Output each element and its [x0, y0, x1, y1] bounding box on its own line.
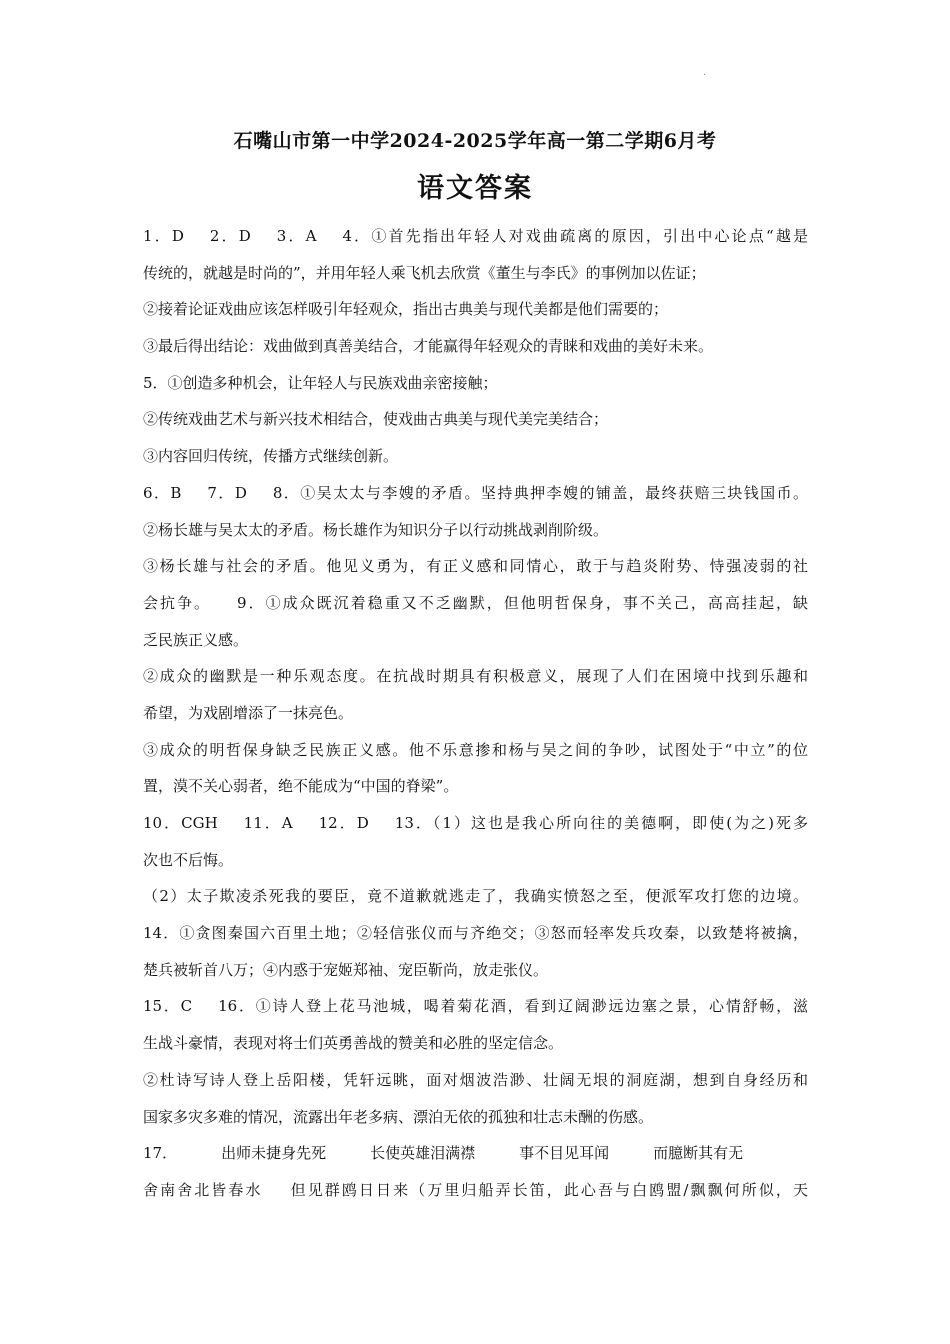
answer-segment: 17．	[143, 1144, 178, 1163]
answer-line	[143, 255, 808, 292]
answer-line	[143, 988, 808, 1025]
answer-line	[143, 475, 808, 512]
answer-segment: ②杨长雄与吴太太的矛盾。杨长雄作为知识分子以行动挑战剥削阶级。	[143, 520, 609, 539]
answer-segment: 舍南舍北皆春水	[143, 1180, 263, 1199]
answer-segment: ③最后得出结论：戏曲做到真善美结合，才能赢得年轻观众的青睐和戏曲的美好未来。	[143, 337, 714, 356]
answer-line	[143, 805, 808, 842]
answer-segment: 14．①贪图秦国六百里土地；②轻信张仪而与齐绝交；③怒而轻率发兵攻秦，以致楚将被擒，	[143, 924, 808, 943]
answer-segment: ②接着论证戏曲应该怎样吸引年轻观众，指出古典美与现代美都是他们需要的；	[143, 300, 669, 319]
answer-line	[143, 291, 808, 328]
answer-segment: 事不目见耳闻	[519, 1144, 610, 1163]
answer-line	[143, 218, 808, 255]
answer-line	[143, 548, 808, 585]
answer-segment: 置，漠不关心弱者，绝不能成为“中国的脊梁”。	[143, 777, 459, 796]
answer-line	[143, 328, 808, 365]
answer-segment: 国家多灾多难的情况，流露出年老多病、漂泊无依的孤独和壮志未酬的伤感。	[143, 1107, 654, 1126]
answer-segment: 5．①创造多种机会，让年轻人与民族戏曲亲密接触；	[143, 373, 498, 392]
answer-line	[143, 438, 808, 475]
answer-segment: 10．CGH	[143, 814, 218, 832]
answer-line	[143, 622, 808, 659]
answer-line	[143, 768, 808, 805]
answer-segment: 3．A	[276, 227, 317, 245]
answer-segment: ②传统戏曲艺术与新兴技术相结合，使戏曲古典美与现代美完美结合；	[143, 410, 609, 429]
answer-line	[143, 695, 808, 732]
answer-segment: ③内容回归传统，传播方式继续创新。	[143, 447, 399, 466]
answer-segment: 2．D	[209, 227, 251, 245]
answer-segment: 但见群鸥日日来（万里归船弄长笛，此心吾与白鸥盟/飘飘何所似，天	[288, 1180, 808, 1199]
answer-segment: 楚兵被斩首八万；④内惑于宠姬郑袖、宠臣靳尚，放走张仪。	[143, 960, 549, 979]
answer-line	[143, 658, 808, 695]
answer-line	[143, 842, 808, 879]
answer-segment: 9．①成众既沉着稳重又不乏幽默，但他明哲保身，事不关己，高高挂起，缺	[237, 593, 808, 612]
answer-segment: 传统的，就越是时尚的”，并用年轻人乘飞机去欣赏《董生与李氏》的事例加以佐证；	[143, 263, 706, 282]
answer-segment: 长使英雄泪满襟	[370, 1144, 476, 1163]
answer-line	[143, 512, 808, 549]
answer-segment: ②成众的幽默是一种乐观态度。在抗战时期具有积极意义，展现了人们在困境中找到乐趣和	[143, 667, 808, 686]
answer-segment: 会抗争。	[143, 593, 212, 612]
answer-line	[143, 952, 808, 989]
answer-segment: 希望，为戏剧增添了一抹亮色。	[143, 703, 354, 722]
answer-line	[143, 1172, 808, 1209]
answer-segment: 11．A	[243, 814, 293, 832]
answer-line	[143, 915, 808, 952]
answer-segment: 生战斗豪情，表现对将士们英勇善战的赞美和必胜的坚定信念。	[143, 1034, 564, 1053]
answer-line	[143, 401, 808, 438]
document-header	[0, 126, 950, 207]
answer-line	[143, 585, 808, 622]
answer-segment: 4．①首先指出年轻人对戏曲疏离的原因，引出中心论点“越是	[342, 227, 808, 245]
answer-segment: 次也不后悔。	[143, 850, 234, 869]
answer-line	[143, 1135, 808, 1172]
answer-segment: ②杜诗写诗人登上岳阳楼，凭轩远眺，面对烟波浩渺、壮阔无垠的洞庭湖，想到自身经历和	[143, 1070, 808, 1089]
answer-line	[143, 1099, 808, 1136]
answer-line	[143, 732, 808, 769]
answer-segment: ③成众的明哲保身缺乏民族正义感。他不乐意掺和杨与吴之间的争吵，试图处于“中立”的位	[143, 740, 808, 759]
answer-segment: 15．C	[143, 997, 193, 1016]
answer-segment: 16．①诗人登上花马池城，喝着菊花酒，看到辽阔渺远边塞之景，心情舒畅，滋	[218, 997, 808, 1016]
answer-segment: （2）太子欺凌杀死我的要臣，竟不道歉就逃走了，我确实愤怒之至，便派军攻打您的边境。	[143, 887, 808, 906]
answer-line	[143, 878, 808, 915]
answer-segment: 13．（1）这也是我心所向往的美德啊，即使(为之)死多	[394, 814, 808, 832]
document-title: 语文答案	[417, 173, 533, 204]
answer-segment: 12．D	[318, 814, 369, 832]
answer-line	[143, 365, 808, 402]
answer-segment: 乏民族正义感。	[143, 630, 249, 649]
answer-segment: 而臆断其有无	[653, 1144, 744, 1163]
answer-content	[143, 218, 808, 1209]
answer-segment: 7．D	[207, 483, 247, 502]
answer-segment: 8．①吴太太与李嫂的矛盾。坚持典押李嫂的铺盖，最终获赔三块钱国币。	[272, 483, 808, 502]
answer-segment: 1．D	[143, 227, 184, 245]
answer-segment: 出师未捷身先死	[221, 1144, 327, 1163]
exam-subtitle: 石嘴山市第一中学2024-2025学年高一第二学期6月考	[233, 130, 717, 152]
corner-dot-mark: ·	[703, 70, 707, 81]
answer-segment: 6．B	[143, 483, 182, 502]
answer-line	[143, 1062, 808, 1099]
answer-segment: ③杨长雄与社会的矛盾。他见义勇为，有正义感和同情心，敢于与趋炎附势、恃强凌弱的社	[143, 557, 808, 576]
answer-line	[143, 1025, 808, 1062]
